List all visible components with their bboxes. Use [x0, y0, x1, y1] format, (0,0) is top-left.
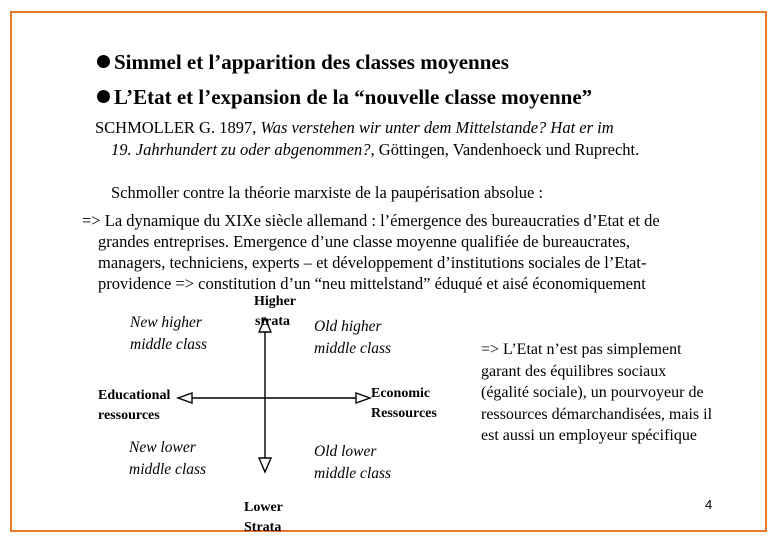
quadrant-new-higher: New higher middle class — [130, 314, 208, 353]
axis-label-lower-strata: Lower Strata — [244, 500, 283, 535]
body-line: => La dynamique du XIXe siècle allemand : l’émergence des bureaucraties d’Etat et de — [82, 211, 660, 230]
body-line: Schmoller contre la théorie marxiste de la paupérisation absolue : — [111, 183, 544, 202]
page-number: 4 — [705, 497, 713, 512]
arrow-down-icon — [259, 458, 271, 472]
bullet-text: L’Etat et l’expansion de la “nouvelle classe moyenne” — [114, 85, 593, 109]
axis-label-educational: Educational ressources — [98, 388, 171, 423]
arrow-left-icon — [178, 393, 192, 403]
bullet-text: Simmel et l’apparition des classes moyennes — [114, 50, 509, 74]
quadrant-new-lower: New lower middle class — [129, 439, 207, 478]
side-note: => L’Etat n’est pas simplement garant des équilibres sociaux (égalité sociale), un pourvoyeur de ressources démarchandisées, mais il est aussi un employeur spécifique — [481, 341, 713, 444]
reference-author: SCHMOLLER G. 1897, — [95, 118, 261, 137]
reference-title-part2: 19. Jahrhundert zu oder abgenommen? — [111, 140, 371, 159]
quadrant-old-lower: Old lower middle class — [314, 443, 392, 482]
reference-title-part1: Was verstehen wir unter dem Mittelstande? Hat er im — [260, 118, 614, 137]
body-line: grandes entreprises. Emergence d’une classe moyenne qualifiée de bureaucrates, — [98, 232, 631, 251]
reference-publisher: , Göttingen, Vandenhoeck und Ruprecht. — [370, 140, 640, 159]
axis-label-economic: Economic Ressources — [371, 386, 437, 421]
axis-label-higher-strata: Higher strata — [254, 294, 296, 329]
arrow-right-icon — [356, 393, 370, 403]
quadrant-old-higher: Old higher middle class — [314, 318, 392, 357]
body-line: managers, techniciens, experts – et développement d’institutions sociales de l’Etat- — [98, 253, 647, 272]
body-line: providence => constitution d’un “neu mittelstand” éduqué et aisé économiquement — [98, 274, 646, 293]
